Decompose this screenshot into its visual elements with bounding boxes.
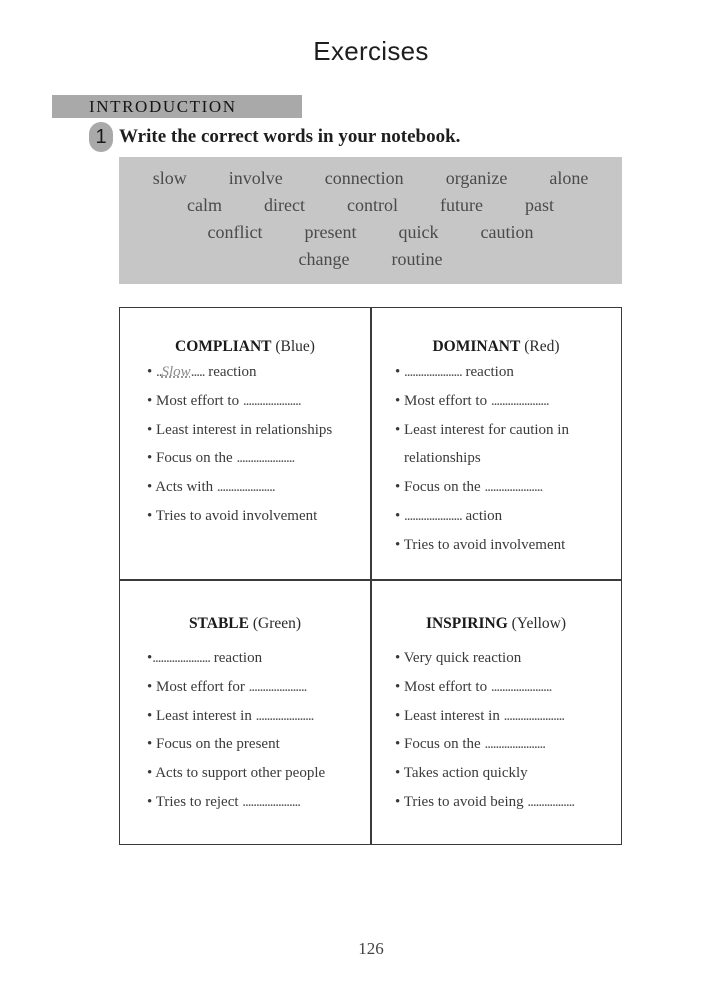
word-bank-word: direct <box>264 195 305 215</box>
trait-item: • Tries to reject ..................... <box>147 793 301 810</box>
trait-item: • Most effort to ..................... <box>395 392 549 409</box>
trait-item: • ..................... reaction <box>395 364 514 380</box>
word-bank-word: change <box>298 249 350 269</box>
trait-item: • Most effort to ...................... <box>395 678 552 695</box>
trait-list <box>147 650 325 823</box>
trait-list <box>147 364 332 537</box>
trait-item: • Takes action quickly <box>395 765 528 782</box>
section-label: INTRODUCTION <box>89 97 237 116</box>
trait-item: • Focus on the ..................... <box>395 479 543 496</box>
trait-list <box>395 650 574 823</box>
trait-item: • ..Slow..... reaction <box>147 364 257 380</box>
answer-blank[interactable]: ..................... <box>404 364 462 380</box>
answer-blank[interactable]: ..................... <box>490 392 549 409</box>
word-bank-word: conflict <box>207 222 263 242</box>
quadrant-color: (Yellow) <box>511 615 567 632</box>
section-header <box>52 95 302 118</box>
answer-blank[interactable]: ..................... <box>242 793 301 810</box>
word-bank-row <box>119 195 622 222</box>
word-bank-word: present <box>304 222 357 242</box>
quadrant-title <box>120 338 370 356</box>
word-bank-word: involve <box>228 168 283 188</box>
trait-list <box>395 364 569 566</box>
answer-blank[interactable]: ...................... <box>503 707 565 724</box>
quadrant-inspiring <box>371 580 621 843</box>
quadrant-type: DOMINANT <box>432 338 521 355</box>
trait-item: • Focus on the present <box>147 736 280 753</box>
quadrant-type: COMPLIANT <box>175 338 272 355</box>
word-bank-word: quick <box>398 222 439 242</box>
trait-item: • Acts to support other people <box>147 765 326 782</box>
trait-item: • Focus on the ...................... <box>395 736 545 753</box>
trait-item: • Very quick reaction <box>395 650 522 666</box>
word-bank-row <box>119 249 622 276</box>
answer-blank[interactable]: ...................... <box>490 678 552 695</box>
answer-blank[interactable]: ................. <box>527 793 575 810</box>
word-bank-word: future <box>439 195 483 215</box>
word-bank-word: alone <box>549 168 589 188</box>
trait-item: • Acts with ..................... <box>147 479 275 496</box>
trait-item: • Least interest in ..................... <box>147 707 314 724</box>
exercise-number-badge: 1 <box>89 122 113 152</box>
personality-grid <box>119 307 622 845</box>
page-number: 126 <box>358 939 384 958</box>
trait-item: •..................... reaction <box>147 650 263 666</box>
trait-item: • Tries to avoid involvement <box>147 507 318 524</box>
trait-item: • Least interest for caution in <box>395 421 569 438</box>
answer-blank[interactable]: ..................... <box>216 479 275 496</box>
answer-blank[interactable]: ..................... <box>248 678 307 695</box>
answer-blank[interactable]: ..................... <box>152 650 211 666</box>
trait-item: • Least interest in relationships <box>147 421 333 438</box>
quadrant-stable <box>120 580 370 843</box>
trait-item: • Tries to avoid being ................. <box>395 793 575 810</box>
page-title: Exercises <box>313 36 429 66</box>
trait-item: • Tries to avoid involvement <box>395 536 566 553</box>
word-bank-word: past <box>524 195 554 215</box>
trait-item: relationships <box>404 450 481 467</box>
word-bank-row <box>119 168 622 195</box>
word-bank-word: routine <box>391 249 443 269</box>
word-bank-word: calm <box>187 195 222 215</box>
trait-item: • Focus on the ..................... <box>147 450 295 467</box>
word-bank-word: connection <box>324 168 404 188</box>
quadrant-title <box>371 338 621 356</box>
handwritten-answer: Slow <box>161 364 191 380</box>
exercise-instruction: Write the correct words in your notebook. <box>119 126 461 147</box>
trait-item: • Least interest in ...................... <box>395 707 565 724</box>
answer-blank[interactable]: ..................... <box>242 392 301 409</box>
answer-blank[interactable]: ..................... <box>484 479 543 496</box>
word-bank-word: slow <box>152 168 187 188</box>
word-bank-word: organize <box>445 168 508 188</box>
quadrant-color: (Blue) <box>275 338 315 355</box>
answer-blank[interactable]: ..................... <box>255 707 314 724</box>
quadrant-type: INSPIRING <box>425 615 508 632</box>
quadrant-dominant <box>371 308 621 579</box>
word-bank-row <box>119 222 622 249</box>
trait-item: • Most effort for ..................... <box>147 678 307 695</box>
quadrant-type: STABLE <box>188 615 249 632</box>
word-bank-word: control <box>346 195 398 215</box>
quadrant-color: (Green) <box>252 615 302 632</box>
answer-blank[interactable]: ..................... <box>404 507 462 524</box>
answer-blank[interactable]: ...................... <box>484 736 545 753</box>
word-bank <box>119 157 622 284</box>
quadrant-title <box>371 615 621 633</box>
answer-blank[interactable]: ..................... <box>236 450 295 467</box>
quadrant-compliant <box>120 308 370 579</box>
quadrant-title <box>120 615 370 633</box>
trait-item: • ..................... action <box>395 507 503 524</box>
quadrant-color: (Red) <box>524 338 560 355</box>
trait-item: • Most effort to ..................... <box>147 392 301 409</box>
word-bank-word: caution <box>480 222 534 242</box>
